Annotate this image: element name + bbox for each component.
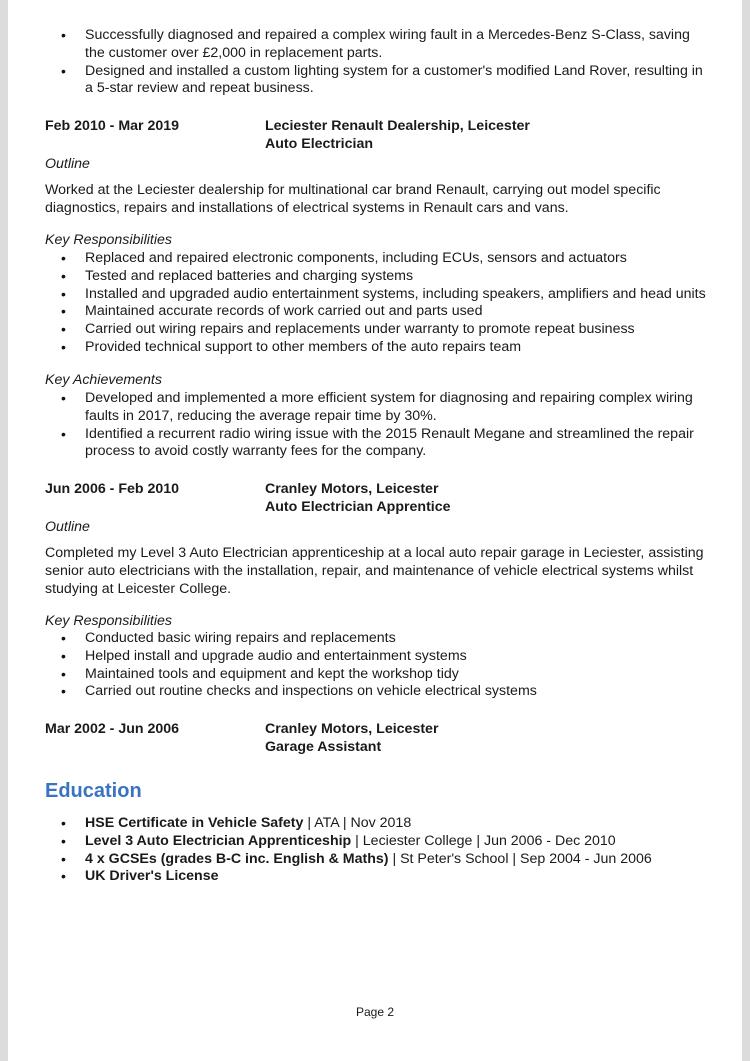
education-heading: Education	[45, 780, 142, 802]
education-item	[45, 815, 710, 833]
education-item-detail: | Leciester College | Jun 2006 - Dec 2010	[351, 832, 616, 849]
responsibilities-list	[45, 250, 710, 357]
job-entry-renault	[45, 117, 710, 153]
list-item: • Conducted basic wiring repairs and replacements	[45, 630, 710, 648]
list-item: • Carried out routine checks and inspections on vehicle electrical systems	[45, 683, 710, 701]
list-item: • Maintained accurate records of work carried out and parts used	[45, 303, 710, 321]
list-item: • Replaced and repaired electronic components, including ECUs, sensors and actuators	[45, 250, 710, 268]
list-item: • Installed and upgraded audio entertainment systems, including speakers, amplifiers and head units	[45, 286, 710, 304]
list-item: • Successfully diagnosed and repaired a complex wiring fault in a Mercedes-Benz S-Class, saving the customer over £2,000 in replacement parts.	[45, 27, 710, 63]
job-dates: Jun 2006 - Feb 2010	[45, 481, 180, 497]
job-employer: Cranley Motors, Leicester	[265, 481, 439, 497]
responsibilities-label: Key Responsibilities	[45, 613, 172, 629]
list-item: • Developed and implemented a more efficient system for diagnosing and repairing complex wiring faults in 2017, reducing the average repair time by 30%.	[45, 390, 710, 426]
education-item	[45, 851, 710, 869]
education-item-title: Level 3 Auto Electrician Apprenticeship	[85, 832, 352, 849]
list-item: • Tested and replaced batteries and charging systems	[45, 268, 710, 286]
job-employer: Leciester Renault Dealership, Leicester	[265, 118, 530, 134]
job-header	[45, 720, 710, 756]
outline-label: Outline	[45, 519, 90, 535]
previous-achievements-list	[45, 27, 710, 98]
achievements-list	[45, 390, 710, 461]
job-role: Auto Electrician Apprentice	[265, 499, 451, 515]
list-item: • Carried out wiring repairs and replacements under warranty to promote repeat business	[45, 321, 710, 339]
education-item	[45, 868, 710, 886]
education-item-title: 4 x GCSEs (grades B-C inc. English & Maths)	[85, 850, 389, 867]
job-role: Garage Assistant	[265, 739, 382, 755]
job-entry-cranley-assistant	[45, 720, 710, 756]
job-dates: Mar 2002 - Jun 2006	[45, 721, 180, 737]
list-item: • Designed and installed a custom lighting system for a customer's modified Land Rover, resulting in a 5-star review and repeat business.	[45, 63, 710, 99]
job-header	[45, 480, 710, 516]
job-outline: Worked at the Leciester dealership for multinational car brand Renault, carrying out model specific diagnostics, repairs and installations of electrical systems in Renault cars and vans.	[45, 182, 661, 216]
list-item: • Provided technical support to other members of the auto repairs team	[45, 339, 710, 357]
education-item	[45, 833, 710, 851]
outline-label: Outline	[45, 156, 90, 172]
job-dates: Feb 2010 - Mar 2019	[45, 118, 180, 134]
education-list	[45, 815, 710, 886]
job-outline: Completed my Level 3 Auto Electrician apprenticeship at a local auto repair garage in Leciester, assisting senior auto electricians with the installation, repair, and maintenance of vehicle electrical systems whilst studying at Leicester College.	[45, 545, 704, 597]
education-item-detail: | ATA | Nov 2018	[303, 815, 412, 831]
job-header	[45, 117, 710, 153]
list-item: • Maintained tools and equipment and kept the workshop tidy	[45, 666, 710, 684]
education-item-title: HSE Certificate in Vehicle Safety	[85, 815, 304, 831]
job-role: Auto Electrician	[265, 136, 374, 152]
responsibilities-list	[45, 630, 710, 701]
job-entry-cranley-apprentice	[45, 480, 710, 516]
education-item-title: UK Driver's License	[85, 868, 219, 885]
education-item-detail: | St Peter's School | Sep 2004 - Jun 2006	[388, 850, 652, 867]
resume-page	[8, 0, 742, 1061]
list-item: • Helped install and upgrade audio and entertainment systems	[45, 648, 710, 666]
achievements-label: Key Achievements	[45, 372, 162, 388]
responsibilities-label: Key Responsibilities	[45, 232, 172, 248]
job-employer: Cranley Motors, Leicester	[265, 721, 439, 737]
page-number: Page 2	[355, 1005, 395, 1019]
list-item: • Identified a recurrent radio wiring issue with the 2015 Renault Megane and streamlined the repair process to avoid costly warranty fees for the company.	[45, 426, 710, 462]
